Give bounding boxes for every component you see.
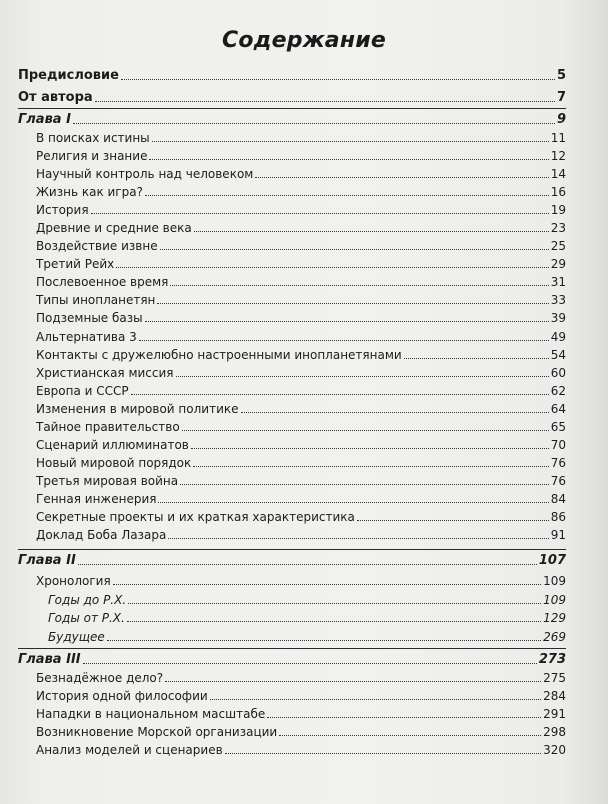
toc-page-number: 25 [550, 239, 566, 253]
toc-entry-title: Глава I [18, 112, 71, 127]
toc-page-number: 65 [550, 420, 566, 434]
toc-entry [36, 399, 566, 417]
toc-entry [36, 453, 566, 471]
toc-entry [36, 722, 566, 740]
toc-page-number: 273 [538, 652, 566, 667]
dot-leader [279, 735, 541, 736]
toc-entry-title: Будущее [48, 630, 105, 644]
toc-subsection [48, 608, 566, 626]
toc-entry [36, 471, 566, 489]
toc-page-number: 76 [550, 456, 566, 470]
toc-page-number: 109 [543, 574, 566, 588]
toc-page-number: 109 [543, 593, 566, 607]
toc-entry-title: Годы от Р.Х. [48, 611, 125, 625]
dot-leader [357, 520, 549, 521]
toc-entry [36, 164, 566, 182]
toc-entry-title: Генная инженерия [36, 492, 157, 506]
toc-entry-title: От автора [18, 90, 93, 105]
toc-entry [36, 345, 566, 363]
toc-entry [36, 686, 566, 704]
toc-page-number: 5 [556, 68, 566, 83]
toc-subsection [48, 590, 566, 608]
toc-page-number: 33 [550, 293, 566, 307]
toc-entry [36, 272, 566, 290]
toc-entry [36, 740, 566, 758]
toc-page-number: 31 [550, 275, 566, 289]
dot-leader [170, 285, 548, 286]
toc-page-number: 16 [550, 185, 566, 199]
toc-page-number: 9 [556, 112, 566, 127]
toc-entry [36, 182, 566, 200]
toc-entry-title: Типы инопланетян [36, 293, 156, 307]
dot-leader [145, 195, 549, 196]
toc-entry-title: Нападки в национальном масштабе [36, 707, 266, 721]
toc-entry [36, 363, 566, 381]
toc-entry-title: Анализ моделей и сценариев [36, 743, 223, 757]
toc-entry [36, 381, 566, 399]
toc-page-number: 298 [543, 725, 566, 739]
dot-leader [241, 412, 549, 413]
toc-entry [36, 218, 566, 236]
toc-page-number: 62 [550, 384, 566, 398]
toc-page-number: 14 [550, 167, 566, 181]
toc-page-number: 7 [556, 90, 566, 105]
dot-leader [139, 340, 549, 341]
toc-entry [36, 236, 566, 254]
dot-leader [225, 753, 541, 754]
dot-leader [131, 394, 549, 395]
toc-entry [36, 290, 566, 308]
toc-entry-title: Предисловие [18, 68, 119, 83]
dot-leader [180, 484, 549, 485]
dot-leader [73, 123, 555, 124]
toc-entry-title: В поисках истины [36, 131, 150, 145]
dot-leader [168, 538, 548, 539]
toc-page-number: 49 [550, 330, 566, 344]
toc-page-number: 60 [550, 366, 566, 380]
page-title: Содержание [222, 28, 386, 53]
toc-page-number: 107 [538, 553, 566, 568]
dot-leader [158, 502, 548, 503]
toc-entry-title: Безнадёжное дело? [36, 671, 164, 685]
toc-entry-title: Воздействие извне [36, 239, 158, 253]
dot-leader [152, 141, 549, 142]
toc-entry-title: Годы до Р.Х. [48, 593, 127, 607]
toc-entry [36, 489, 566, 507]
dot-leader [210, 699, 541, 700]
dot-leader [95, 101, 555, 102]
dot-leader [255, 177, 548, 178]
toc-entry [36, 146, 566, 164]
dot-leader [404, 358, 549, 359]
toc-entry-title: Возникновение Морской организации [36, 725, 278, 739]
toc-page-number: 284 [543, 689, 566, 703]
toc-entry-title: Хронология [36, 574, 111, 588]
dot-leader [78, 564, 537, 565]
toc-entry-title: Жизнь как игра? [36, 185, 143, 199]
toc-entry [36, 417, 566, 435]
chapter-divider [18, 648, 566, 649]
toc-entry [18, 88, 566, 106]
toc-entry-title: Сценарий иллюминатов [36, 438, 189, 452]
toc-entry-title: Послевоенное время [36, 275, 169, 289]
toc-entry-title: Третья мировая война [36, 474, 179, 488]
toc-page-number: 291 [543, 707, 566, 721]
dot-leader [116, 267, 548, 268]
toc-entry [36, 571, 566, 589]
toc-entry-title: Новый мировой порядок [36, 456, 192, 470]
toc-entry-title: Тайное правительство [36, 420, 180, 434]
toc-page-number: 269 [543, 630, 566, 644]
dot-leader [149, 159, 548, 160]
toc-page-number: 129 [543, 611, 566, 625]
toc-entry-title: Религия и знание [36, 149, 148, 163]
toc-chapter [18, 551, 566, 569]
toc-entry [18, 66, 566, 84]
dot-leader [160, 249, 549, 250]
dot-leader [83, 663, 537, 664]
toc-subsection [48, 627, 566, 645]
chapter-divider [18, 549, 566, 550]
dot-leader [165, 681, 541, 682]
toc-entry-title: Доклад Боба Лазара [36, 528, 167, 542]
toc-entry-title: Секретные проекты и их краткая характеристика [36, 510, 355, 524]
toc-entry [36, 327, 566, 345]
toc-entry [36, 525, 566, 543]
toc-page-number: 12 [550, 149, 566, 163]
toc-entry-title: Третий Рейх [36, 257, 115, 271]
toc-entry-title: Христианская миссия [36, 366, 174, 380]
toc-page-number: 64 [550, 402, 566, 416]
dot-leader [91, 213, 549, 214]
toc-chapter [18, 650, 566, 668]
toc-entry [36, 668, 566, 686]
toc-entry [36, 308, 566, 326]
toc-entry [36, 254, 566, 272]
toc-entry-title: Альтернатива 3 [36, 330, 137, 344]
toc-entry-title: Глава III [18, 652, 81, 667]
dot-leader [128, 603, 541, 604]
dot-leader [194, 231, 549, 232]
dot-leader [127, 621, 541, 622]
toc-entry-title: История одной философии [36, 689, 208, 703]
toc-chapter [18, 110, 566, 128]
toc-entry-title: Глава II [18, 553, 76, 568]
toc-page-number: 39 [550, 311, 566, 325]
toc-page-number: 91 [550, 528, 566, 542]
toc-page-number: 29 [550, 257, 566, 271]
toc-entry [36, 435, 566, 453]
toc-entry [36, 507, 566, 525]
toc-page-number: 19 [550, 203, 566, 217]
toc-page-number: 11 [550, 131, 566, 145]
dot-leader [121, 79, 555, 80]
toc-entry-title: Европа и СССР [36, 384, 129, 398]
dot-leader [182, 430, 549, 431]
toc-page-number: 23 [550, 221, 566, 235]
toc-entry-title: Научный контроль над человеком [36, 167, 254, 181]
dot-leader [145, 321, 549, 322]
chapter-divider [18, 108, 566, 109]
toc-page-number: 54 [550, 348, 566, 362]
toc-page-number: 84 [550, 492, 566, 506]
dot-leader [107, 640, 541, 641]
toc-entry-title: Контакты с дружелюбно настроенными инопланетянами [36, 348, 402, 362]
dot-leader [176, 376, 549, 377]
dot-leader [267, 717, 541, 718]
dot-leader [157, 303, 548, 304]
toc-entry [36, 128, 566, 146]
toc-page-number: 76 [550, 474, 566, 488]
toc-entry-title: Изменения в мировой политике [36, 402, 239, 416]
toc-page-number: 320 [543, 743, 566, 757]
dot-leader [191, 448, 549, 449]
toc-page-number: 275 [543, 671, 566, 685]
toc-entry-title: История [36, 203, 89, 217]
toc-entry [36, 704, 566, 722]
toc-entry [36, 200, 566, 218]
toc-entry-title: Подземные базы [36, 311, 143, 325]
toc-entry-title: Древние и средние века [36, 221, 192, 235]
dot-leader [113, 584, 541, 585]
dot-leader [193, 466, 548, 467]
toc-page-number: 86 [550, 510, 566, 524]
toc-page-number: 70 [550, 438, 566, 452]
